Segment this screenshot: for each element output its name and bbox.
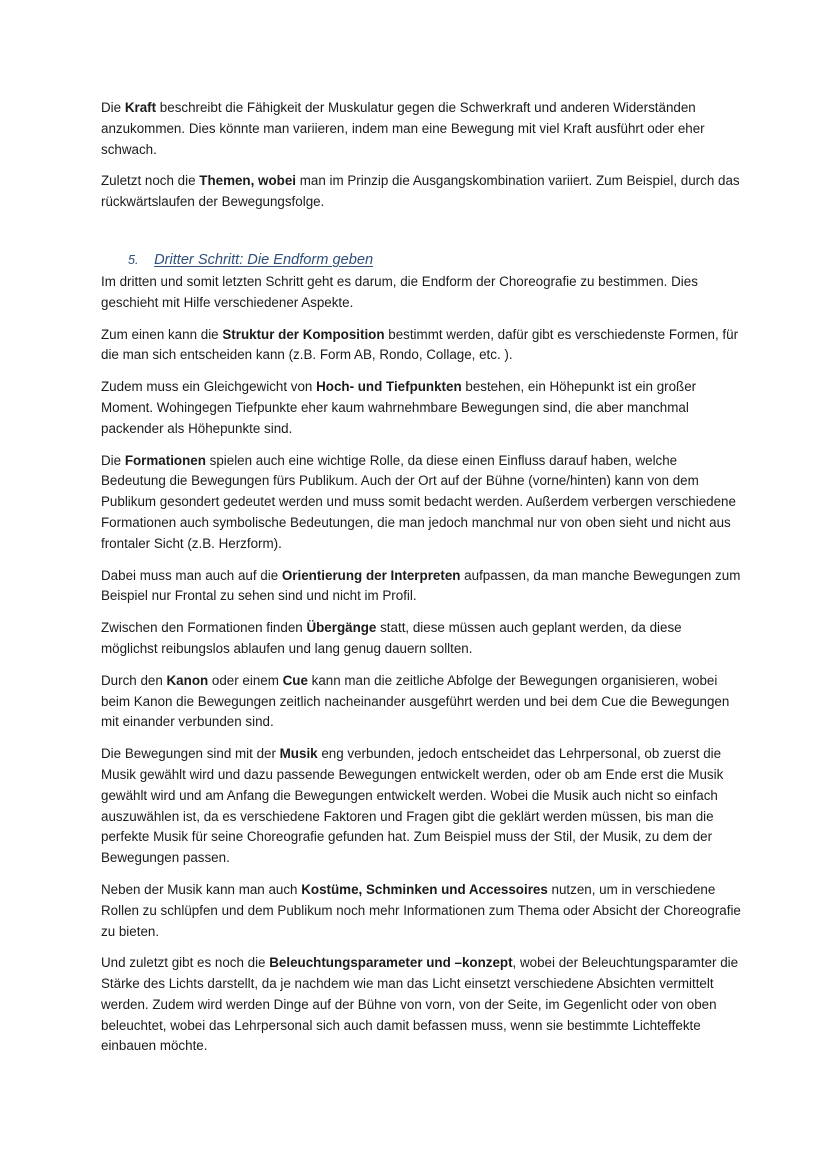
text-run: Dabei muss man auch auf die: [101, 567, 282, 583]
text-run: Zum einen kann die: [101, 326, 223, 342]
paragraph-beleuchtung: [101, 953, 741, 1057]
paragraph-uebergaenge: [101, 618, 741, 660]
text-run: Und zuletzt gibt es noch die: [101, 955, 270, 971]
text-run: beschreibt die Fähigkeit der Muskulatur gegen die Schwerkraft und anderen Widerständen anzukommen. Dies könnte man variieren, indem man eine Bewegung mit viel Kraft ausführt oder eher schwach.: [101, 100, 705, 157]
text-run: man im Prinzip die Ausgangskombination variiert. Zum Beispiel, durch das rückwärtslaufen der Bewegungsfolge.: [101, 173, 740, 210]
text-run: Zudem muss ein Gleichgewicht von: [101, 379, 317, 395]
bold-term: Kostüme, Schminken und Accessoires: [301, 881, 548, 897]
text-run: Die: [101, 100, 125, 115]
bold-term: Musik: [279, 746, 318, 762]
bold-term: Übergänge: [306, 620, 377, 636]
bold-term: Cue: [282, 672, 308, 688]
section-title: Dritter Schritt: Die Endform geben: [154, 251, 374, 268]
text-run: oder einem: [208, 672, 283, 688]
text-run: statt, diese müssen auch geplant werden, da diese möglichst reibungslos ablaufen und lang genug dauern sollten.: [101, 620, 682, 656]
paragraph-hoch-tiefpunkte: [101, 377, 741, 439]
text-run: nutzen, um in verschiedene Rollen zu schlüpfen und dem Publikum noch mehr Informationen zum Thema oder Absicht der Choreografie zu bieten.: [101, 881, 741, 939]
bold-term: Beleuchtungsparameter und –konzept: [269, 955, 513, 971]
paragraph-themen: [101, 171, 741, 213]
text-run: Zuletzt noch die: [101, 173, 200, 189]
paragraph-orientierung: [101, 566, 741, 608]
paragraph-formationen: [101, 451, 741, 555]
text-run: spielen auch eine wichtige Rolle, da diese einen Einfluss darauf haben, welche Bedeutung die Bewegungen fürs Publikum. Auch der Ort auf der Bühne (vorne/hinten) kann von dem Publikum gesondert gedeutet werden und muss somit bedacht werden. Außerdem verbergen verschiedene Formationen auch symbolische Bedeutungen, die man jedoch manchmal nur von oben sieht und nicht aus frontaler Sicht (z.B. Herzform).: [101, 452, 736, 551]
text-run: bestimmt werden, dafür gibt es verschiedenste Formen, für die man sich entscheiden kann (z.B. Form AB, Rondo, Collage, etc. ).: [101, 326, 739, 363]
section-heading: [128, 250, 741, 272]
text-run: Im dritten und somit letzten Schritt geht es darum, die Endform der Choreografie zu bestimmen. Dies geschieht mit Hilfe verschiedener Aspekte.: [101, 273, 698, 310]
text-run: Neben der Musik kann man auch: [101, 881, 302, 897]
paragraph-intro: [101, 272, 741, 314]
text-run: Durch den: [101, 672, 167, 688]
main-section: [101, 272, 741, 1057]
paragraph-kraft: [101, 98, 741, 160]
paragraph-kanon-cue: [101, 671, 741, 733]
text-run: , wobei der Beleuchtungsparamter die Stärke des Lichts darstellt, da je nachdem wie man das Licht einsetzt verschiedene Absichten vermittelt werden. Zudem wird werden Dinge auf der Bühne von vorn, von der Seite, im Gegenlicht oder von oben beleuchtet, wobei das Lehrpersonal sich auch damit befassen muss, wenn sie bestimmte Lichteffekte einbauen möchte.: [101, 955, 739, 1054]
bold-term: Struktur der Komposition: [222, 326, 385, 342]
bold-term: Orientierung der Interpreten: [281, 567, 461, 583]
bold-term: Themen, wobei: [199, 173, 296, 189]
top-section: [101, 98, 741, 213]
text-run: aufpassen, da man manche Bewegungen zum Beispiel nur Frontal zu sehen sind und nicht im Profil.: [101, 567, 741, 604]
bold-term: Kraft: [124, 100, 157, 115]
text-run: eng verbunden, jedoch entscheidet das Lehrpersonal, ob zuerst die Musik gewählt wird und dazu passende Bewegungen entwickelt werden, oder ob am Ende erst die Musik gewählt wird und am Anfang die Bewegungen entwickelt werden. Wobei die Musik auch nicht so einfach auszuwählen ist, da es verschiedene Faktoren und Fragen gibt die geklärt werden müssen, bis man die perfekte Musik für seine Choreografie gefunden hat. Zum Beispiel muss der Stil, der Musik, zu dem der Bewegungen passen.: [101, 746, 724, 866]
text-run: bestehen, ein Höhepunkt ist ein großer Moment. Wohingegen Tiefpunkte eher kaum wahrnehmbare Bewegungen sind, die aber manchmal packender als Höhepunkte sind.: [101, 379, 697, 436]
bold-term: Kanon: [166, 672, 209, 688]
paragraph-kostueme: [101, 880, 741, 942]
section-number: 5.: [128, 252, 139, 267]
bold-term: Hoch- und Tiefpunkten: [316, 379, 462, 395]
text-run: kann man die zeitliche Abfolge der Bewegungen organisieren, wobei beim Kanon die Bewegungen zeitlich nacheinander ausgeführt werden und bei dem Cue die Bewegungen mit einander verbunden sind.: [101, 672, 730, 730]
paragraph-struktur: [101, 325, 741, 367]
text-run: Die: [101, 452, 125, 468]
bold-term: Formationen: [124, 452, 206, 468]
text-run: Zwischen den Formationen finden: [101, 620, 307, 636]
text-run: Die Bewegungen sind mit der: [101, 746, 280, 762]
paragraph-musik: [101, 744, 741, 869]
page-content: [101, 98, 741, 1068]
